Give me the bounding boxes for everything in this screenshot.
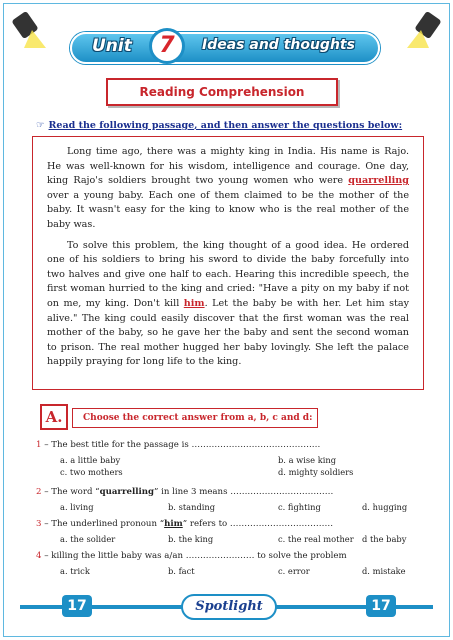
option[interactable]: a. trick xyxy=(60,566,90,576)
option[interactable]: d the baby xyxy=(362,534,407,544)
option[interactable]: b. standing xyxy=(168,502,216,512)
highlighted-word: quarrelling xyxy=(348,175,409,187)
passage-paragraph: Long time ago, there was a mighty king in India. His name is Rajo. He was well-known for his wisdom, intelligence and courage. One day, king Rajo's soldiers brought two young women who were quarrelling over a young baby. Each one of them claimed to be the mother of the baby. It wasn't easy for the king to know who is the real mother of the baby was. xyxy=(47,146,409,230)
exercise-title: Choose the correct answer from a, b, c and d: xyxy=(72,408,318,428)
option[interactable]: b. fact xyxy=(168,566,195,576)
unit-number: 7 xyxy=(149,28,185,64)
page-number: 17 xyxy=(366,595,396,617)
option[interactable]: d. hugging xyxy=(362,502,408,512)
option[interactable]: d. mighty soldiers xyxy=(278,467,354,477)
option[interactable]: b. the king xyxy=(168,534,214,544)
unit-label: Unit xyxy=(92,36,132,56)
spotlight-lamp-icon xyxy=(10,8,46,48)
reading-passage xyxy=(32,136,424,390)
option[interactable]: c. the real mother xyxy=(278,534,354,544)
option[interactable]: b. a wise king xyxy=(278,455,337,465)
exercise-label: A. xyxy=(40,404,68,430)
page-number: 17 xyxy=(62,595,92,617)
question-4: 4 – killing the little baby was a/an …………………… to solve the problem xyxy=(36,551,347,561)
passage-paragraph: To solve this problem, the king thought of a good idea. He ordered one of his soldiers to bring his sword to divide the baby forcefully into two halves and give one half to each. Hearing this incredible speech, the first woman hurried to the king and cried: "Have a pity on my baby if not on me, my king. Don't kill him. Let the baby be with her. Let him stay alive." The king could easily discover that the first woman was the real mother of the baby, so he gave her the baby and sent the second woman to prison. The real mother hugged her baby lovingly. She left the palace happily praying for long life to the king. xyxy=(47,239,409,368)
question-1: 1 – The best title for the passage is ……………………………………… xyxy=(36,440,321,450)
option[interactable]: c. error xyxy=(278,566,310,576)
question-3: 3 – The underlined pronoun “him” refers to ……………………………… xyxy=(36,519,334,529)
instruction-text: Read the following passage, and then answer the questions below: xyxy=(48,120,403,131)
pointing-hand-icon: ☞ xyxy=(36,120,45,131)
unit-title: Ideas and thoughts xyxy=(202,37,355,53)
highlighted-word: him xyxy=(183,297,205,309)
option[interactable]: c. fighting xyxy=(278,502,321,512)
option[interactable]: d. mistake xyxy=(362,566,406,576)
option[interactable]: a. the solider xyxy=(60,534,116,544)
spotlight-lamp-icon xyxy=(407,8,443,48)
spotlight-logo: Spotlight xyxy=(181,594,277,620)
option[interactable]: c. two mothers xyxy=(60,467,123,477)
question-2: 2 – The word “quarrelling” in line 3 means ……………………………… xyxy=(36,487,334,497)
option[interactable]: a. a little baby xyxy=(60,455,121,465)
section-title: Reading Comprehension xyxy=(106,78,338,106)
option[interactable]: a. living xyxy=(60,502,94,512)
instruction xyxy=(36,120,402,131)
